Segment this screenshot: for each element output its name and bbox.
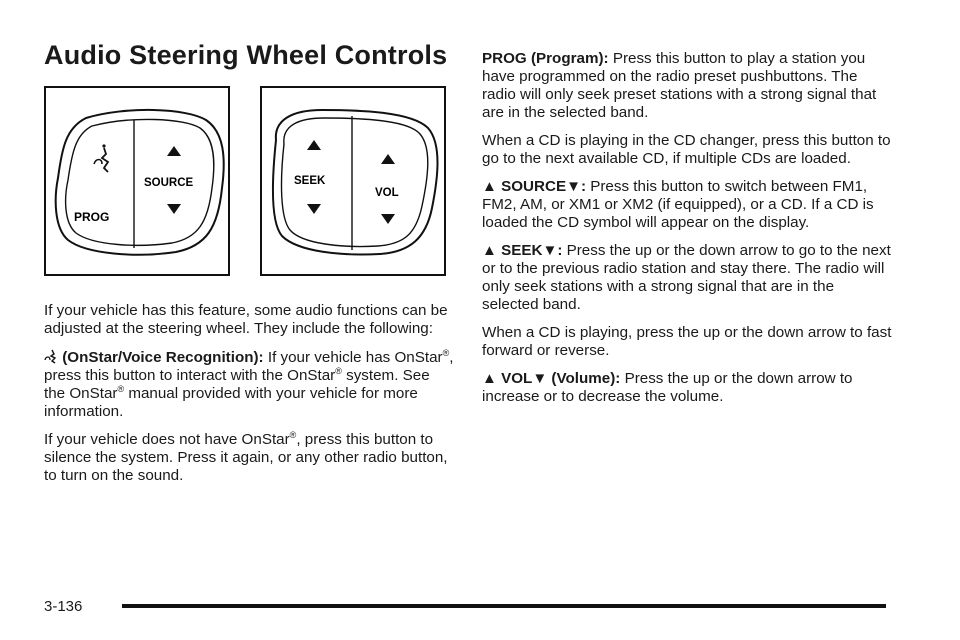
source-paragraph: ▲ SOURCE▼: Press this button to switch between FM1, FM2, AM, or XM1 or XM2 (if equipped), or a CD. If a CD is loaded the CD symbol will appear on the display.	[482, 178, 874, 231]
prog-cd-paragraph: When a CD is playing in the CD changer, press this button to go to the next available CD, if multiple CDs are loaded.	[482, 132, 891, 167]
onstar-paragraph: (OnStar/Voice Recognition): If your vehicle has OnStar®, press this button to interact with the OnStar® system. See the OnStar® manual provided with your vehicle for more information.	[44, 347, 454, 420]
page-number: 3-136	[44, 598, 83, 615]
seek-down-arrow-icon	[307, 204, 321, 214]
no-onstar-paragraph: If your vehicle does not have OnStar®, press this button to silence the system. Press it again, or any other radio button, to turn on the sound.	[44, 429, 448, 484]
vol-paragraph: ▲ VOL▼ (Volume): Press the up or the down arrow to increase or to decrease the volume.	[482, 370, 853, 405]
seek-button-label: SEEK	[294, 175, 326, 187]
seek-cd-paragraph: When a CD is playing, press the up or the down arrow to fast forward or reverse.	[482, 324, 892, 359]
seek-vol-control-figure	[260, 86, 446, 276]
voice-recognition-icon	[44, 348, 58, 364]
source-up-arrow-icon	[167, 146, 181, 156]
seek-up-arrow-icon	[307, 140, 321, 150]
source-button-label: SOURCE	[144, 177, 194, 189]
registered-mark: ®	[335, 365, 342, 376]
vol-button-label: VOL	[375, 187, 399, 199]
source-prog-control-illustration	[46, 88, 228, 274]
up-arrow-icon: ▲	[482, 370, 497, 387]
registered-mark: ®	[289, 429, 297, 440]
voice-recognition-icon	[94, 144, 108, 172]
source-prog-control-figure	[44, 86, 230, 276]
up-arrow-icon: ▲	[482, 242, 497, 259]
source-term: SOURCE	[501, 178, 567, 195]
down-arrow-icon: ▼	[532, 370, 548, 387]
footer-rule	[122, 604, 886, 608]
prog-term: PROG (Program):	[482, 50, 609, 67]
seek-paragraph: ▲ SEEK▼: Press the up or the down arrow to go to the next or to the previous radio station and stay there. The radio will only seek stations with a strong signal that are in the selected band.	[482, 242, 891, 313]
seek-vol-control-illustration	[262, 88, 444, 274]
vol-term-suffix: (Volume):	[551, 370, 621, 387]
vol-term: VOL	[501, 370, 533, 387]
down-arrow-icon: ▼	[566, 178, 581, 195]
onstar-term: (OnStar/Voice Recognition):	[62, 349, 264, 366]
page-title: Audio Steering Wheel Controls	[44, 40, 448, 70]
vol-up-arrow-icon	[381, 154, 395, 164]
source-down-arrow-icon	[167, 204, 181, 214]
intro-paragraph: If your vehicle has this feature, some audio functions can be adjusted at the steering wheel. They include the following:	[44, 302, 448, 337]
prog-paragraph: PROG (Program): Press this button to play a station you have programmed on the radio preset pushbuttons. The radio will only seek preset stations with a strong signal that are in the selected band.	[482, 50, 877, 121]
left-column	[44, 302, 454, 495]
vol-down-arrow-icon	[381, 214, 395, 224]
registered-mark: ®	[117, 383, 125, 394]
down-arrow-icon: ▼	[542, 242, 558, 259]
up-arrow-icon: ▲	[482, 178, 497, 195]
prog-button-label: PROG	[74, 210, 110, 224]
seek-term: SEEK	[501, 242, 543, 259]
registered-mark: ®	[442, 347, 450, 358]
right-column	[482, 50, 892, 416]
